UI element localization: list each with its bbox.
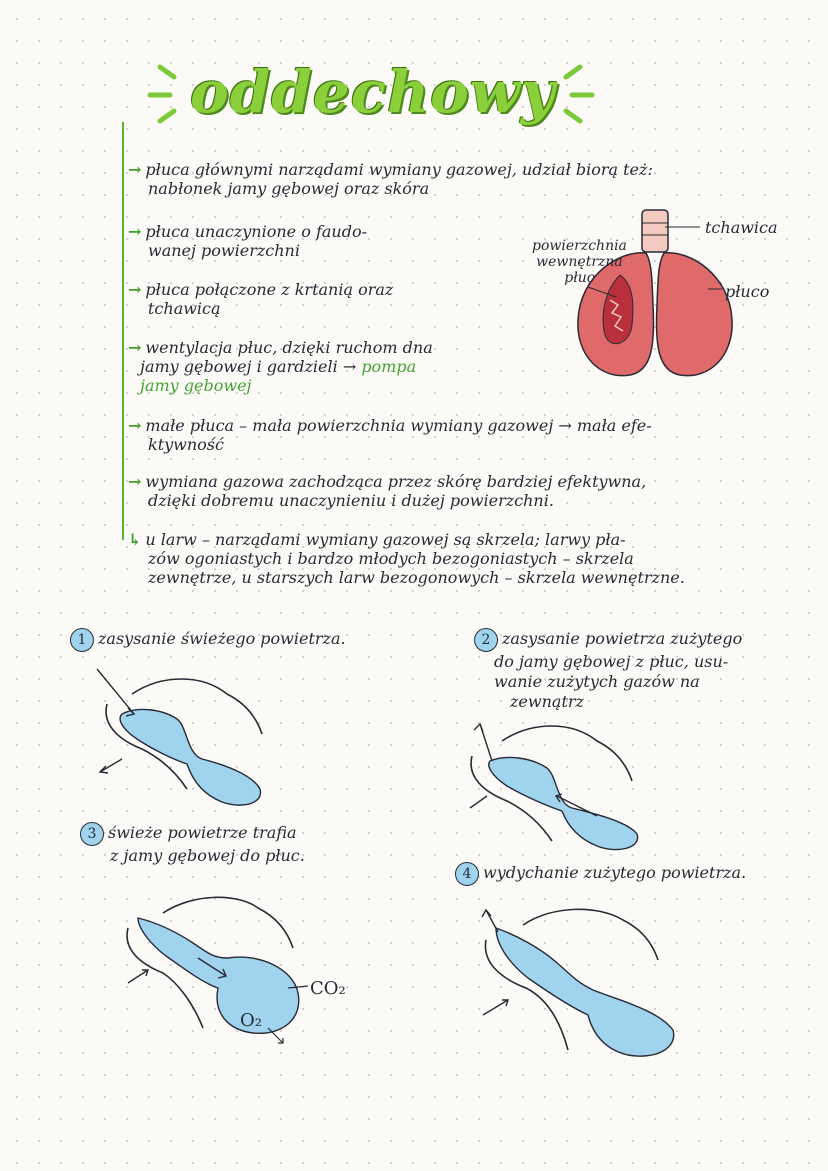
step-4-diagram [478,900,688,1070]
page-title: oddechowy [190,58,556,126]
step-1-diagram [92,664,282,814]
step-2-caption: 2 zasysanie powietrza zużytego do jamy gębowej z płuc, usu- wanie zużytych gazów na zewnątrz [474,628,742,712]
step-3-diagram [118,888,358,1048]
step-3-number: 3 [80,822,104,846]
right-lung-shape [656,253,732,376]
lung-label: płuco [725,282,770,301]
o2-label: O₂ [240,1010,262,1031]
step-4-caption: 4 wydychanie zużytego powietrza. [455,862,746,886]
bullet-connector-line [122,122,124,540]
inner-surface-label: powierzchnia wewnętrzna płuc [532,238,627,286]
note-bullet-2: → płuca unaczynione o faudo- wanej powierzchni [128,222,367,260]
step-4-number: 4 [455,862,479,886]
trachea-label: tchawica [705,218,778,237]
step-2-number: 2 [474,628,498,652]
trachea-shape [642,210,668,252]
step-1-number: 1 [70,628,94,652]
note-bullet-5: → małe płuca – mała powierzchnia wymiany gazowej → mała efe- ktywność [128,416,652,454]
note-bullet-7: ↳ u larw – narządami wymiany gazowej są skrzela; larwy pła- zów ogoniastych i bardzo młodych bezogoniastych – skrzela zewnętrze, u starszych larw bezogonowych – skrzela wewnętrzne. [128,530,685,587]
note-bullet-3: → płuca połączone z krtanią oraz tchawicą [128,280,394,318]
step-1-caption: 1 zasysanie świeżego powietrza. [70,628,346,652]
note-bullet-6: → wymiana gazowa zachodząca przez skórę bardziej efektywna, dzięki dobremu unaczynieniu i dużej powierzchni. [128,472,647,510]
note-bullet-1: → płuca głównymi narządami wymiany gazowej, udział biorą też: nabłonek jamy gębowej oraz skóra [128,160,653,198]
note-bullet-4: → wentylacja płuc, dzięki ruchom dna jamy gębowej i gardzieli → pompa jamy gębowej [128,338,433,395]
step-2-diagram [462,716,652,856]
step-3-caption: 3 świeże powietrze trafia z jamy gębowej do płuc. [80,822,305,866]
co2-label: CO₂ [310,978,346,999]
